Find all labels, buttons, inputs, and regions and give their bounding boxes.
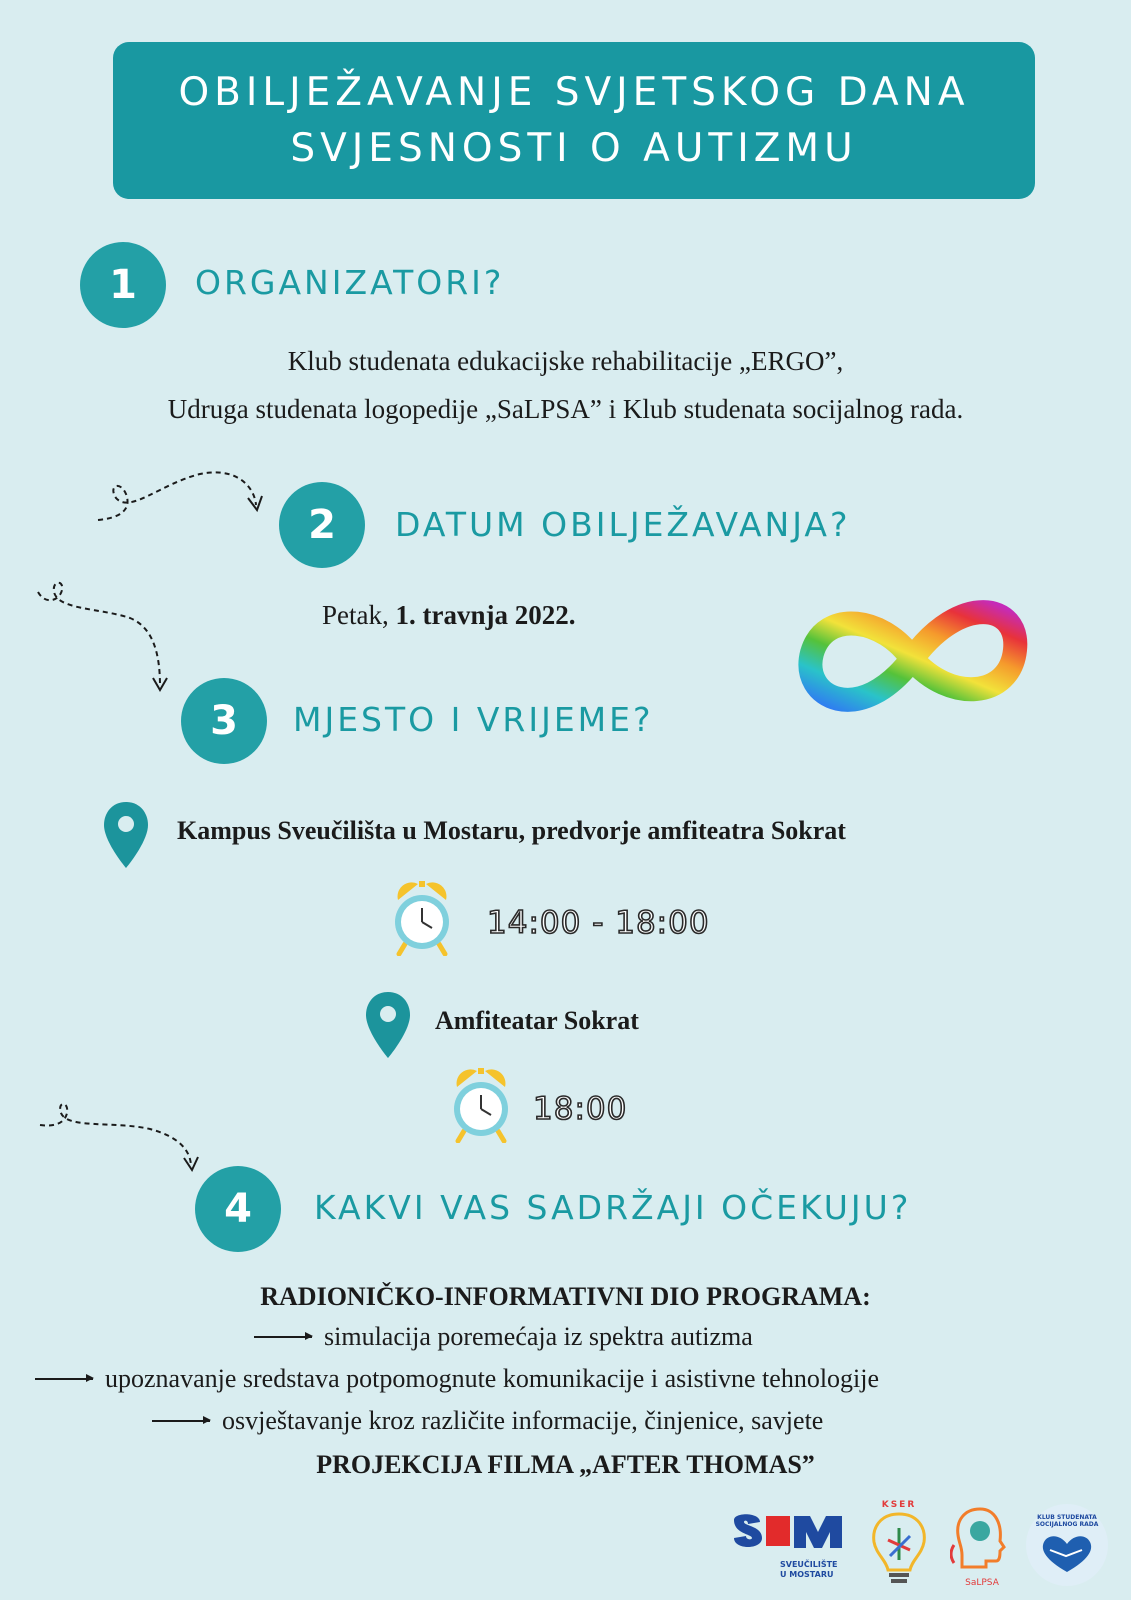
- location-2-time: 18:00: [533, 1091, 628, 1127]
- location-pin-icon-2: [364, 990, 412, 1060]
- salpsa-logo: [950, 1505, 1014, 1589]
- location-2-place: Amfiteatar Sokrat: [435, 1006, 639, 1035]
- location-1-time: 14:00 - 18:00: [487, 905, 710, 941]
- sum-caption-1: SVEUČILIŠTE: [780, 1560, 838, 1569]
- sum-logo: [730, 1510, 858, 1582]
- section-1-heading: ORGANIZATORI?: [195, 263, 505, 302]
- program-item-2-text: upoznavanje sredstava potpomognute komunikacije i asistivne tehnologije: [105, 1364, 880, 1393]
- sum-logo-mark: [730, 1510, 858, 1555]
- salpsa-logo-text: SaLPSA: [965, 1578, 999, 1588]
- kssr-line-2: SOCIJALNOG RADA: [1035, 1521, 1099, 1528]
- location-pin-icon: [102, 800, 150, 870]
- arrow-right-icon: [254, 1336, 312, 1338]
- organizers-line-2: Udruga studenata logopedije „SaLPSA” i Klub studenata socijalnog rada.: [167, 394, 964, 424]
- alarm-clock-icon: [388, 878, 456, 956]
- film-projection: PROJEKCIJA FILMA „AFTER THOMAS”: [316, 1450, 815, 1479]
- section-3-heading: MJESTO I VRIJEME?: [293, 700, 654, 739]
- dashed-arrow-3: [35, 1095, 205, 1175]
- program-heading: RADIONIČKO-INFORMATIVNI DIO PROGRAMA:: [260, 1282, 871, 1311]
- lightbulb-icon: [868, 1510, 930, 1588]
- dashed-arrow-2: [30, 578, 175, 703]
- dashed-arrow-1: [90, 460, 270, 525]
- salpsa-head-icon: [950, 1505, 1014, 1571]
- program-item-2: [35, 1364, 879, 1394]
- alarm-clock-icon-2: [447, 1065, 515, 1143]
- date-value: 1. travnja 2022.: [395, 600, 576, 630]
- section-3-number: 3: [181, 678, 267, 764]
- heart-hands-icon: [1026, 1528, 1108, 1578]
- rainbow-infinity-icon: [790, 578, 1035, 740]
- section-4-heading: KAKVI VAS SADRŽAJI OČEKUJU?: [314, 1188, 912, 1227]
- date-prefix: Petak,: [322, 600, 389, 630]
- kssr-logo: [1026, 1504, 1108, 1586]
- kser-logo-text: KSER: [881, 1500, 917, 1510]
- section-2-number: 2: [279, 482, 365, 568]
- kser-logo: [868, 1500, 930, 1590]
- organizers-line-1: Klub studenata edukacijske rehabilitacije „ERGO”,: [287, 346, 844, 376]
- location-1-place: Kampus Sveučilišta u Mostaru, predvorje amfiteatra Sokrat: [177, 816, 846, 845]
- section-2-heading: DATUM OBILJEŽAVANJA?: [395, 505, 851, 544]
- program-item-3: [152, 1406, 823, 1436]
- program-item-1: [254, 1322, 753, 1352]
- title-banner: [113, 42, 1035, 199]
- title-line-1: OBILJEŽAVANJE SVJETSKOG DANA: [178, 69, 970, 115]
- title-line-2: SVJESNOSTI O AUTIZMU: [290, 125, 858, 171]
- section-1-number: 1: [80, 242, 166, 328]
- sum-caption-2: U MOSTARU: [780, 1570, 834, 1579]
- program-item-1-text: simulacija poremećaja iz spektra autizma: [324, 1322, 753, 1351]
- section-4-number: 4: [195, 1166, 281, 1252]
- date-text: [322, 600, 575, 631]
- kssr-line-1: KLUB STUDENATA: [1037, 1514, 1097, 1521]
- program-item-3-text: osvještavanje kroz različite informacije, činjenice, savjete: [222, 1406, 824, 1435]
- arrow-right-icon: [152, 1420, 210, 1422]
- arrow-right-icon: [35, 1378, 93, 1380]
